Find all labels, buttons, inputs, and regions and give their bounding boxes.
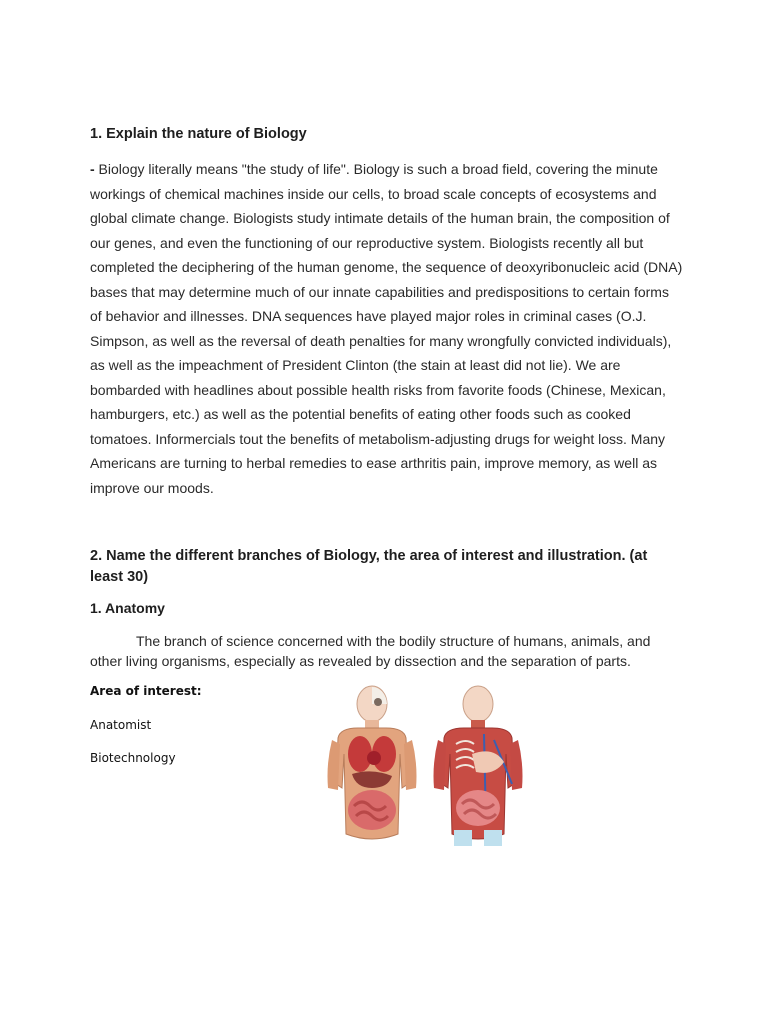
- area-of-interest-label: Area of interest:: [90, 684, 202, 698]
- paragraph-dash: -: [90, 161, 95, 177]
- section-1-paragraph: [90, 157, 684, 500]
- branch-anatomy-title: 1. Anatomy: [90, 600, 165, 616]
- anatomy-illustration: [318, 684, 534, 848]
- branch-anatomy-definition: The branch of science concerned with the bodily structure of humans, animals, and other living organisms, especially as revealed by dissection and the separation of parts.: [90, 633, 651, 669]
- torso-organs-figure: [328, 686, 417, 839]
- paragraph-body: Biology literally means "the study of life". Biology is such a broad field, covering the minute workings of chemical machines inside our cells, to broad scale concepts of ecosystems and global climate change. Biologists study intimate details of the human brain, the composition of our genes, and even the functioning of our reproductive system. Biologists recently all but completed the deciphering of the human genome, the sequence of deoxyribonucleic acid (DNA) bases that may determine much of our innate capabilities and predispositions to certain forms of behavior and illnesses. DNA sequences have played major roles in criminal cases (O.J. Simpson, as well as the reversal of death penalties for many wrongfully convicted individuals), as well as the impeachment of President Clinton (the stain at least did not lie). We are bombarded with headlines about possible health risks from favorite foods (Chinese, Mexican, hamburgers, etc.) as well as the potential benefits of eating other foods such as cooked tomatoes. Informercials tout the benefits of metabolism-adjusting drugs for weight loss. Many Americans are turning to herbal remedies to ease arthritis pain, improve memory, as well as improve our moods.: [90, 161, 683, 496]
- area-of-interest-item: Biotechnology: [90, 751, 176, 765]
- section-1-heading: 1. Explain the nature of Biology: [90, 126, 307, 142]
- area-of-interest-item: Anatomist: [90, 718, 152, 732]
- torso-muscles-figure: [434, 686, 523, 846]
- section-2-heading: 2. Name the different branches of Biology, the area of interest and illustration. (at least 30): [90, 548, 648, 585]
